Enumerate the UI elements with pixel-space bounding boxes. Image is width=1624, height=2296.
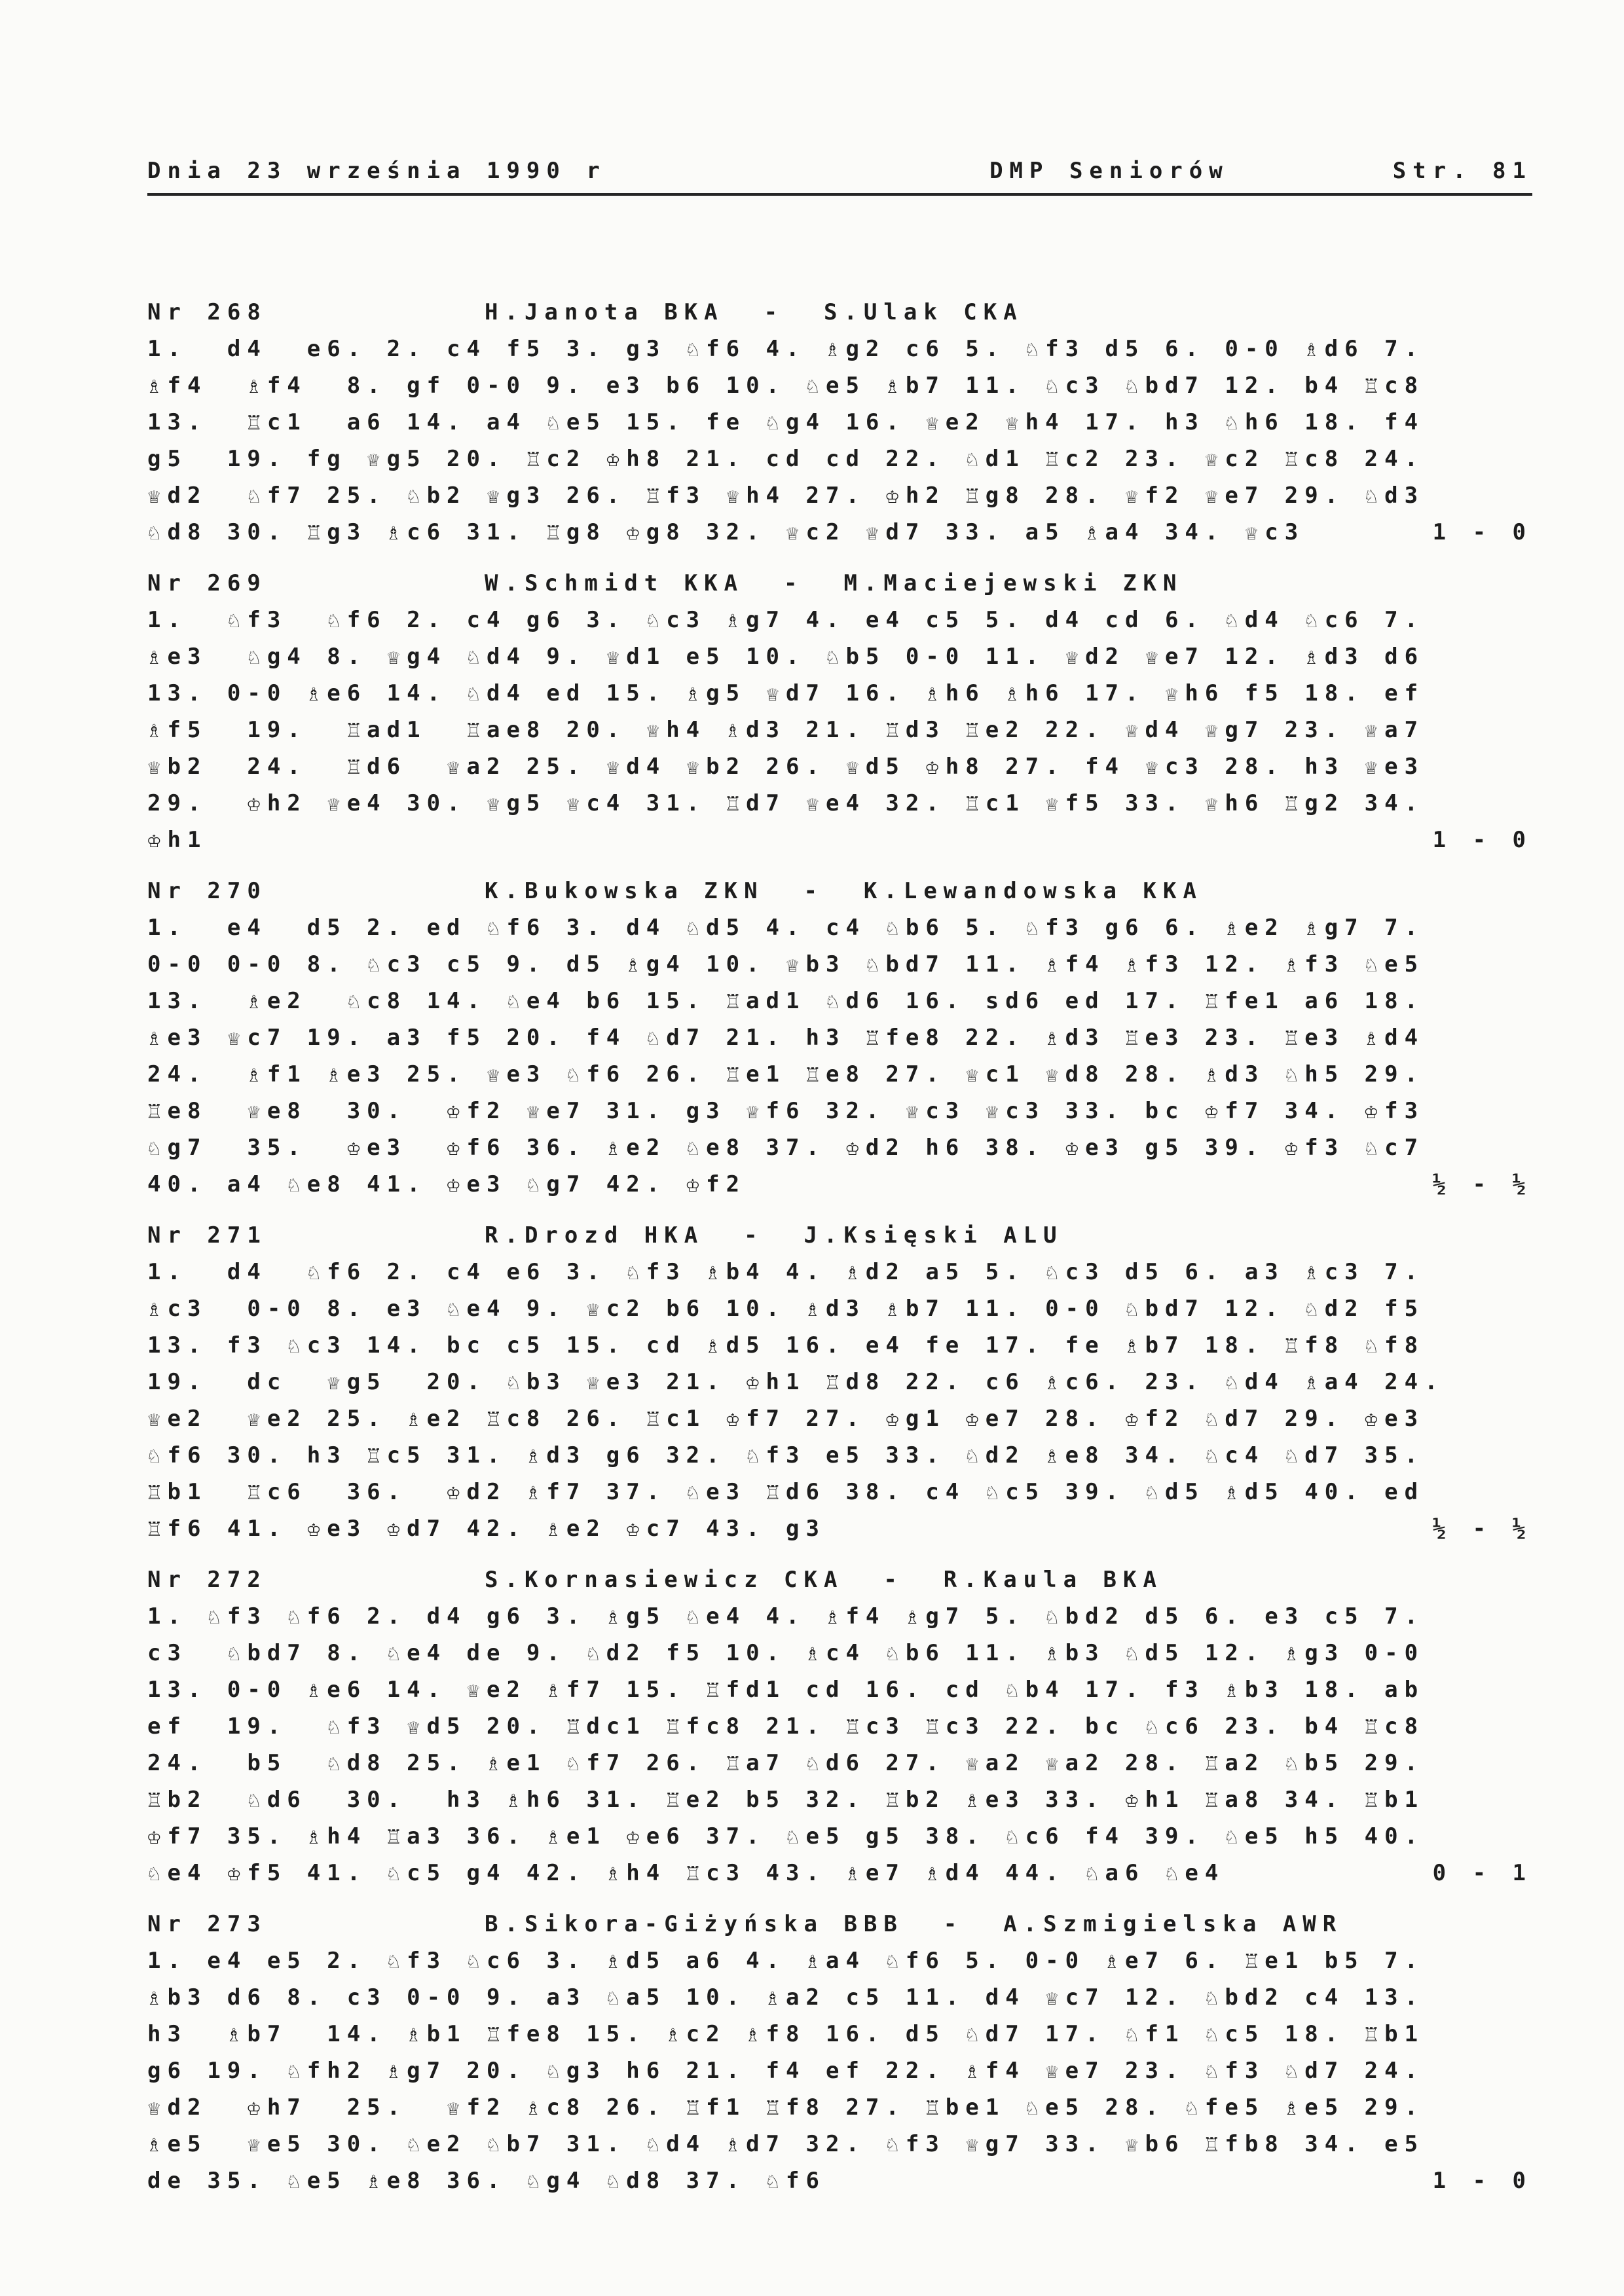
game-number: Nr 273 (147, 1911, 267, 1937)
game-players: R.Drozd HKA - J.Księski ALU (485, 1222, 1063, 1248)
moves-line: h3 ♗b7 14. ♗b1 ♖fe8 15. ♗c2 ♗f8 16. d5 ♘d7 17. ♘f1 ♘c5 18. ♖b1 (147, 2021, 1425, 2047)
moves-line: ♘e4 ♔f5 41. ♘c5 g4 42. ♗h4 ♖c3 43. ♗e7 ♗d4 44. ♘a6 ♘e4 (147, 1860, 1225, 1886)
moves-line: ♖f6 41. ♔e3 ♔d7 42. ♗e2 ♔c7 43. g3 (147, 1516, 826, 1542)
moves-line: de 35. ♘e5 ♗e8 36. ♘g4 ♘d8 37. ♘f6 (147, 2168, 826, 2194)
games-list (147, 294, 1532, 2199)
game-players: W.Schmidt KKA - M.Maciejewski ZKN (485, 570, 1183, 596)
moves-line: ♕d2 ♔h7 25. ♕f2 ♗c8 26. ♖f1 ♖f8 27. ♖be1 ♘e5 28. ♘fe5 ♗e5 29. (147, 2094, 1425, 2121)
game-block (147, 565, 1532, 858)
moves-line: 1. e4 e5 2. ♘f3 ♘c6 3. ♗d5 a6 4. ♗a4 ♘f6 5. 0-0 ♗e7 6. ♖e1 b5 7. (147, 1948, 1425, 1974)
game-result: ½ - ½ (1432, 1516, 1532, 1542)
moves-line: ♗e3 ♕c7 19. a3 f5 20. f4 ♘d7 21. h3 ♖fe8 22. ♗d3 ♖e3 23. ♖e3 ♗d4 (147, 1025, 1425, 1051)
moves-line: ♕d2 ♘f7 25. ♘b2 ♕g3 26. ♖f3 ♕h4 27. ♔h2 ♖g8 28. ♕f2 ♕e7 29. ♘d3 (147, 483, 1425, 509)
moves-line: 13. 0-0 ♗e6 14. ♕e2 ♗f7 15. ♖fd1 cd 16. cd ♘b4 17. f3 ♗b3 18. ab (147, 1677, 1425, 1703)
moves-line: ♔f7 35. ♗h4 ♖a3 36. ♗e1 ♔e6 37. ♘e5 g5 38. ♘c6 f4 39. ♘e5 h5 40. (147, 1823, 1425, 1850)
moves-line: ♗b3 d6 8. c3 0-0 9. a3 ♘a5 10. ♗a2 c5 11. d4 ♕c7 12. ♘bd2 c4 13. (147, 1984, 1425, 2011)
game-block (147, 1217, 1532, 1547)
game-players: S.Kornasiewicz CKA - R.Kaula BKA (485, 1567, 1163, 1593)
moves-line: 1. ♘f3 ♘f6 2. d4 g6 3. ♗g5 ♘e4 4. ♗f4 ♗g7 5. ♘bd2 d5 6. e3 c5 7. (147, 1603, 1425, 1630)
game-number: Nr 270 (147, 878, 267, 904)
moves-line: ♔h1 (147, 827, 208, 853)
moves-line: ♖b1 ♖c6 36. ♔d2 ♗f7 37. ♘e3 ♖d6 38. c4 ♘c5 39. ♘d5 ♗d5 40. ed (147, 1479, 1425, 1505)
moves-line: g5 19. fg ♕g5 20. ♖c2 ♔h8 21. cd cd 22. ♘d1 ♖c2 23. ♕c2 ♖c8 24. (147, 446, 1425, 472)
header-date: Dnia 23 września 1990 r (147, 158, 606, 184)
game-players: H.Janota BKA - S.Ulak CKA (485, 299, 1024, 325)
moves-line: 13. ♖c1 a6 14. a4 ♘e5 15. fe ♘g4 16. ♕e2 ♕h4 17. h3 ♘h6 18. f4 (147, 409, 1425, 435)
game-moves (147, 1254, 1532, 1547)
game-result: 1 - 0 (1432, 827, 1532, 853)
game-header (147, 294, 1532, 331)
game-number: Nr 272 (147, 1567, 267, 1593)
moves-line: 29. ♔h2 ♕e4 30. ♕g5 ♕c4 31. ♖d7 ♕e4 32. ♖c1 ♕f5 33. ♕h6 ♖g2 34. (147, 790, 1425, 816)
game-block (147, 1906, 1532, 2199)
moves-line: 1. e4 d5 2. ed ♘f6 3. d4 ♘d5 4. c4 ♘b6 5. ♘f3 g6 6. ♗e2 ♗g7 7. (147, 915, 1425, 941)
game-header (147, 1561, 1532, 1598)
game-result: 1 - 0 (1432, 519, 1532, 545)
moves-line: ♘f6 30. h3 ♖c5 31. ♗d3 g6 32. ♘f3 e5 33. ♘d2 ♗e8 34. ♘c4 ♘d7 35. (147, 1442, 1425, 1468)
moves-line: ♕e2 ♕e2 25. ♗e2 ♖c8 26. ♖c1 ♔f7 27. ♔g1 ♔e7 28. ♔f2 ♘d7 29. ♔e3 (147, 1406, 1425, 1432)
game-result: ½ - ½ (1432, 1171, 1532, 1197)
game-moves (147, 1942, 1532, 2199)
moves-line: ♖b2 ♘d6 30. h3 ♗h6 31. ♖e2 b5 32. ♖b2 ♗e3 33. ♔h1 ♖a8 34. ♖b1 (147, 1787, 1425, 1813)
moves-line: 1. ♘f3 ♘f6 2. c4 g6 3. ♘c3 ♗g7 4. e4 c5 5. d4 cd 6. ♘d4 ♘c6 7. (147, 607, 1425, 633)
game-block (147, 873, 1532, 1203)
moves-line: ♘g7 35. ♔e3 ♔f6 36. ♗e2 ♘e8 37. ♔d2 h6 38. ♔e3 g5 39. ♔f3 ♘c7 (147, 1135, 1425, 1161)
moves-line: ♗c3 0-0 8. e3 ♘e4 9. ♕c2 b6 10. ♗d3 ♗b7 11. 0-0 ♘bd7 12. ♘d2 f5 (147, 1296, 1425, 1322)
header-event: DMP Seniorów (989, 158, 1229, 184)
moves-line: ♗e3 ♘g4 8. ♕g4 ♘d4 9. ♕d1 e5 10. ♘b5 0-0 11. ♕d2 ♕e7 12. ♗d3 d6 (147, 644, 1425, 670)
moves-line: 0-0 0-0 8. ♘c3 c5 9. d5 ♗g4 10. ♕b3 ♘bd7 11. ♗f4 ♗f3 12. ♗f3 ♘e5 (147, 951, 1425, 977)
game-block (147, 1561, 1532, 1891)
game-block (147, 294, 1532, 551)
moves-line: 40. a4 ♘e8 41. ♔e3 ♘g7 42. ♔f2 (147, 1171, 747, 1197)
moves-line: ♗f4 ♗f4 8. gf 0-0 9. e3 b6 10. ♘e5 ♗b7 11. ♘c3 ♘bd7 12. b4 ♖c8 (147, 373, 1425, 399)
game-moves (147, 1598, 1532, 1891)
moves-line: 1. d4 e6. 2. c4 f5 3. g3 ♘f6 4. ♗g2 c6 5. ♘f3 d5 6. 0-0 ♗d6 7. (147, 336, 1425, 362)
header-page-number: Str. 81 (1392, 158, 1532, 184)
game-header (147, 873, 1532, 909)
moves-line: ♗e5 ♕e5 30. ♘e2 ♘b7 31. ♘d4 ♗d7 32. ♘f3 ♕g7 33. ♕b6 ♖fb8 34. e5 (147, 2131, 1425, 2157)
game-header (147, 1217, 1532, 1254)
moves-line: ef 19. ♘f3 ♕d5 20. ♖dc1 ♖fc8 21. ♖c3 ♖c3 22. bc ♘c6 23. b4 ♖c8 (147, 1713, 1425, 1740)
page-header (147, 153, 1532, 196)
moves-line: 13. f3 ♘c3 14. bc c5 15. cd ♗d5 16. e4 fe 17. fe ♗b7 18. ♖f8 ♘f8 (147, 1332, 1425, 1358)
game-moves (147, 602, 1532, 858)
game-players: B.Sikora-Giżyńska BBB - A.Szmigielska AWR (485, 1911, 1343, 1937)
moves-line: ♘d8 30. ♖g3 ♗c6 31. ♖g8 ♔g8 32. ♕c2 ♕d7 33. a5 ♗a4 34. ♕c3 (147, 519, 1305, 545)
moves-line: 19. dc ♕g5 20. ♘b3 ♕e3 21. ♔h1 ♖d8 22. c6 ♗c6. 23. ♘d4 ♗a4 24. (147, 1369, 1445, 1395)
game-players: K.Bukowska ZKN - K.Lewandowska KKA (485, 878, 1203, 904)
moves-line: ♗f5 19. ♖ad1 ♖ae8 20. ♕h4 ♗d3 21. ♖d3 ♖e2 22. ♕d4 ♕g7 23. ♕a7 (147, 717, 1425, 743)
game-moves (147, 331, 1532, 551)
moves-line: 13. ♗e2 ♘c8 14. ♘e4 b6 15. ♖ad1 ♘d6 16. sd6 ed 17. ♖fe1 a6 18. (147, 988, 1425, 1014)
game-result: 1 - 0 (1432, 2168, 1532, 2194)
moves-line: g6 19. ♘fh2 ♗g7 20. ♘g3 h6 21. f4 ef 22. ♗f4 ♕e7 23. ♘f3 ♘d7 24. (147, 2058, 1425, 2084)
game-header (147, 1906, 1532, 1942)
moves-line: 1. d4 ♘f6 2. c4 e6 3. ♘f3 ♗b4 4. ♗d2 a5 5. ♘c3 d5 6. a3 ♗c3 7. (147, 1259, 1425, 1285)
moves-line: c3 ♘bd7 8. ♘e4 de 9. ♘d2 f5 10. ♗c4 ♘b6 11. ♗b3 ♘d5 12. ♗g3 0-0 (147, 1640, 1425, 1666)
moves-line: 24. ♗f1 ♗e3 25. ♕e3 ♘f6 26. ♖e1 ♖e8 27. ♕c1 ♕d8 28. ♗d3 ♘h5 29. (147, 1061, 1425, 1087)
moves-line: 24. b5 ♘d8 25. ♗e1 ♘f7 26. ♖a7 ♘d6 27. ♕a2 ♕a2 28. ♖a2 ♘b5 29. (147, 1750, 1425, 1776)
game-number: Nr 271 (147, 1222, 267, 1248)
game-moves (147, 909, 1532, 1203)
game-number: Nr 269 (147, 570, 267, 596)
game-number: Nr 268 (147, 299, 267, 325)
moves-line: ♖e8 ♕e8 30. ♔f2 ♕e7 31. g3 ♕f6 32. ♕c3 ♕c3 33. bc ♔f7 34. ♔f3 (147, 1098, 1425, 1124)
moves-line: ♕b2 24. ♖d6 ♕a2 25. ♕d4 ♕b2 26. ♕d5 ♔h8 27. f4 ♕c3 28. h3 ♕e3 (147, 754, 1425, 780)
game-header (147, 565, 1532, 602)
moves-line: 13. 0-0 ♗e6 14. ♘d4 ed 15. ♗g5 ♕d7 16. ♗h6 ♗h6 17. ♕h6 f5 18. ef (147, 680, 1425, 706)
game-result: 0 - 1 (1432, 1860, 1532, 1886)
